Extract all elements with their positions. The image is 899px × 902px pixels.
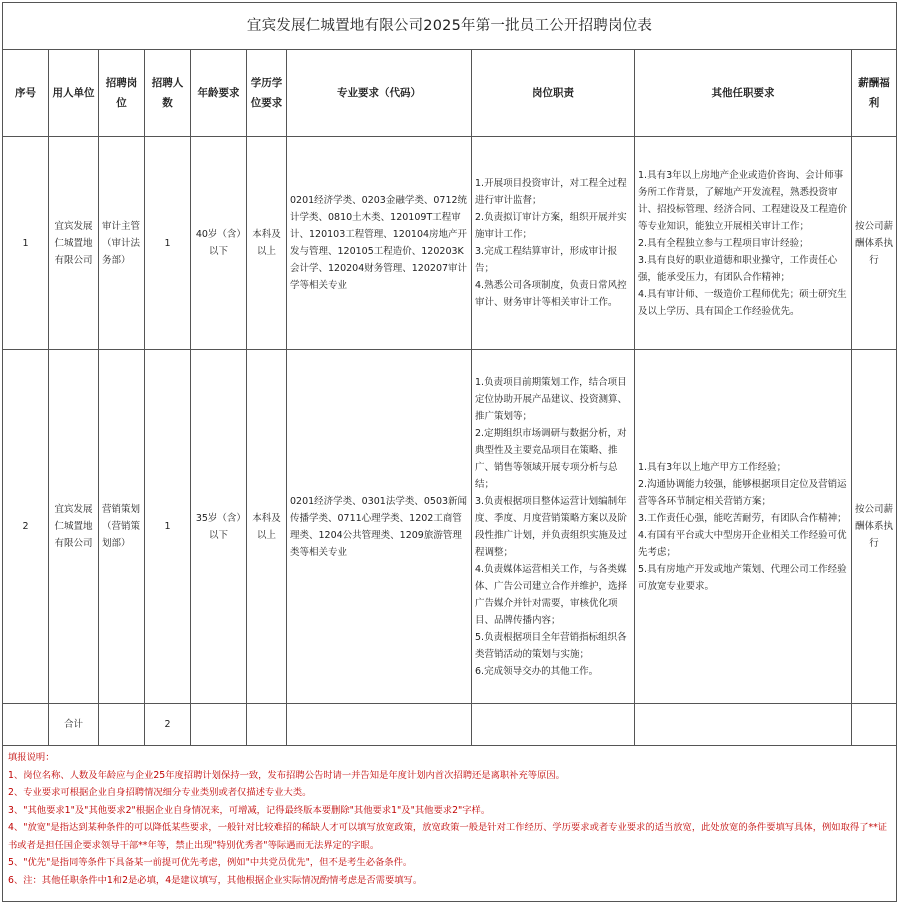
filling-notes: [3, 746, 897, 902]
total-row: [3, 704, 897, 746]
header-duties: 岗位职责: [472, 50, 635, 137]
row-count: 1: [145, 350, 191, 704]
row-salary: 按公司薪酬体系执行: [852, 137, 897, 350]
total-empty-cell: [852, 704, 897, 746]
note-item: 2、专业要求可根据企业自身招聘情况细分专业类别或者仅描述专业大类。: [8, 787, 312, 798]
total-label: 合计: [49, 704, 99, 746]
note-item: 6、注：其他任职条件中1和2是必填，4是建议填写，其他根据企业实际情况酌情考虑是否需要填写。: [8, 874, 423, 886]
duty-item: 2.定期组织市场调研与数据分析，对典型性及主要竞品项目在策略、推广、销售等领域开展专项分析与总结；: [475, 427, 627, 490]
row-age: 35岁（含）以下: [191, 350, 247, 704]
duty-item: 1.负责项目前期策划工作，结合项目定位协助开展产品建议、投资测算、推广策划等；: [475, 376, 628, 422]
requirement-item: 1.具有3年以上房地产企业或造价咨询、会计师事务所工作背景，了解地产开发流程，熟悉投资审计、招投标管理、经济合同、工程建设及工程造价等专业知识，能独立开展相关审计工作；: [638, 169, 848, 232]
total-empty-cell: [191, 704, 247, 746]
header-education: 学历学位要求: [247, 50, 287, 137]
recruitment-table: [2, 2, 897, 902]
duty-item: 5.负责根据项目全年营销指标组织各类营销活动的策划与实施；: [475, 631, 627, 660]
requirement-item: 2.具有全程独立参与工程项目审计经验；: [638, 237, 809, 249]
row-salary: 按公司薪酬体系执行: [852, 350, 897, 704]
requirement-item: 3.具有良好的职业道德和职业操守，工作责任心强，能承受压力，有团队合作精神；: [638, 254, 838, 283]
row-duties: [472, 350, 635, 704]
header-age: 年龄要求: [191, 50, 247, 137]
requirement-item: 5.具有房地产开发或地产策划、代理公司工作经验可放宽专业要求。: [638, 563, 847, 592]
note-item: 5、"优先"是指同等条件下具备某一前提可优先考虑，例如"中共党员优先"，但不是考生必备条件。: [8, 857, 413, 868]
duty-item: 3.完成工程结算审计，形成审计报告；: [475, 246, 618, 274]
row-other: [635, 350, 852, 704]
total-empty-cell: [99, 704, 145, 746]
requirement-item: 2.沟通协调能力较强，能够根据项目定位及营销运营等各环节制定相关营销方案；: [638, 478, 847, 507]
note-item: 1、岗位名称、人数及年龄应与企业25年度招聘计划保持一致，发布招聘公告时请一并告知是年度计划内首次招聘还是离职补充等原因。: [8, 769, 565, 781]
recruitment-sheet: [2, 2, 896, 902]
duty-item: 1.开展项目投资审计，对工程全过程进行审计监督；: [475, 178, 627, 206]
row-major: 0201经济学类、0203金融学类、0712统计学类、0810土木类、120109T工程审计、120103工程管理、120104房地产开发与管理、120105工程造价、120203K会计学、120204财务管理、120207审计学等相关专业: [287, 137, 472, 350]
requirement-item: 4.有国有平台或大中型房开企业相关工作经验可优先考虑；: [638, 529, 847, 558]
requirement-item: 1.具有3年以上地产甲方工作经验；: [638, 461, 787, 473]
header-no: 序号: [3, 50, 49, 137]
row-unit: 宜宾发展仁城置地有限公司: [49, 137, 99, 350]
page-title: 宜宾发展仁城置地有限公司2025年第一批员工公开招聘岗位表: [3, 3, 897, 50]
row-duties: [472, 137, 635, 350]
header-unit: 用人单位: [49, 50, 99, 137]
row-count: 1: [145, 137, 191, 350]
notes-row: [3, 746, 897, 902]
duty-item: 4.负责媒体运营相关工作，与各类媒体、广告公司建立合作并维护，选择广告媒介并针对需要，审核优化项目、品牌传播内容；: [475, 563, 628, 626]
header-position: 招聘岗位: [99, 50, 145, 137]
header-other: 其他任职要求: [635, 50, 852, 137]
duty-item: 6.完成领导交办的其他工作。: [475, 665, 599, 677]
duty-item: 2.负责拟订审计方案，组织开展并实施审计工作；: [475, 212, 627, 240]
row-education: 本科及以上: [247, 350, 287, 704]
total-empty-cell: [472, 704, 635, 746]
total-empty-cell: [287, 704, 472, 746]
row-position: 审计主管（审计法务部）: [99, 137, 145, 350]
row-other: [635, 137, 852, 350]
note-heading: 填报说明：: [8, 752, 55, 763]
header-count: 招聘人数: [145, 50, 191, 137]
row-unit: 宜宾发展仁城置地有限公司: [49, 350, 99, 704]
row-no: 2: [3, 350, 49, 704]
table-row: [3, 350, 897, 704]
row-age: 40岁（含）以下: [191, 137, 247, 350]
row-major: 0201经济学类、0301法学类、0503新闻传播学类、0711心理学类、1202工商管理类、1204公共管理类、1209旅游管理类等相关专业: [287, 350, 472, 704]
header-major: 专业要求（代码）: [287, 50, 472, 137]
duty-item: 3.负责根据项目整体运营计划编制年度、季度、月度营销策略方案以及阶段性推广计划，并负责组织实施及过程调整；: [475, 495, 628, 558]
requirement-item: 4.具有审计师、一级造价工程师优先；硕士研究生及以上学历、具有国企工作经验优先。: [638, 288, 847, 317]
note-item: 4、"放宽"是指达到某种条件的可以降低某些要求，一般针对比较难招的稀缺人才可以填写放宽政策，放宽政策一般是针对工作经历、学历要求或者专业要求的适当放宽，此处放宽的条件要填写具体，例如取得了**证书或者是担任国企要求领导干部**年等，禁止出现"特别优秀者"等际遇而无法界定的字眼。: [8, 822, 888, 851]
header-row: [3, 50, 897, 137]
total-empty-cell: [635, 704, 852, 746]
duty-item: 4.熟悉公司各项制度，负责日常风控审计、财务审计等相关审计工作。: [475, 280, 627, 308]
total-count: 2: [145, 704, 191, 746]
row-no: 1: [3, 137, 49, 350]
requirement-item: 3.工作责任心强，能吃苦耐劳，有团队合作精神；: [638, 512, 847, 524]
note-item: 3、"其他要求1"及"其他要求2"根据企业自身情况来，可增减，记得最终版本要删除"其他要求1"及"其他要求2"字样。: [8, 804, 491, 816]
row-position: 营销策划（营销策划部）: [99, 350, 145, 704]
total-empty-cell: [247, 704, 287, 746]
header-salary: 薪酬福利: [852, 50, 897, 137]
row-education: 本科及以上: [247, 137, 287, 350]
table-row: [3, 137, 897, 350]
total-empty-cell: [3, 704, 49, 746]
